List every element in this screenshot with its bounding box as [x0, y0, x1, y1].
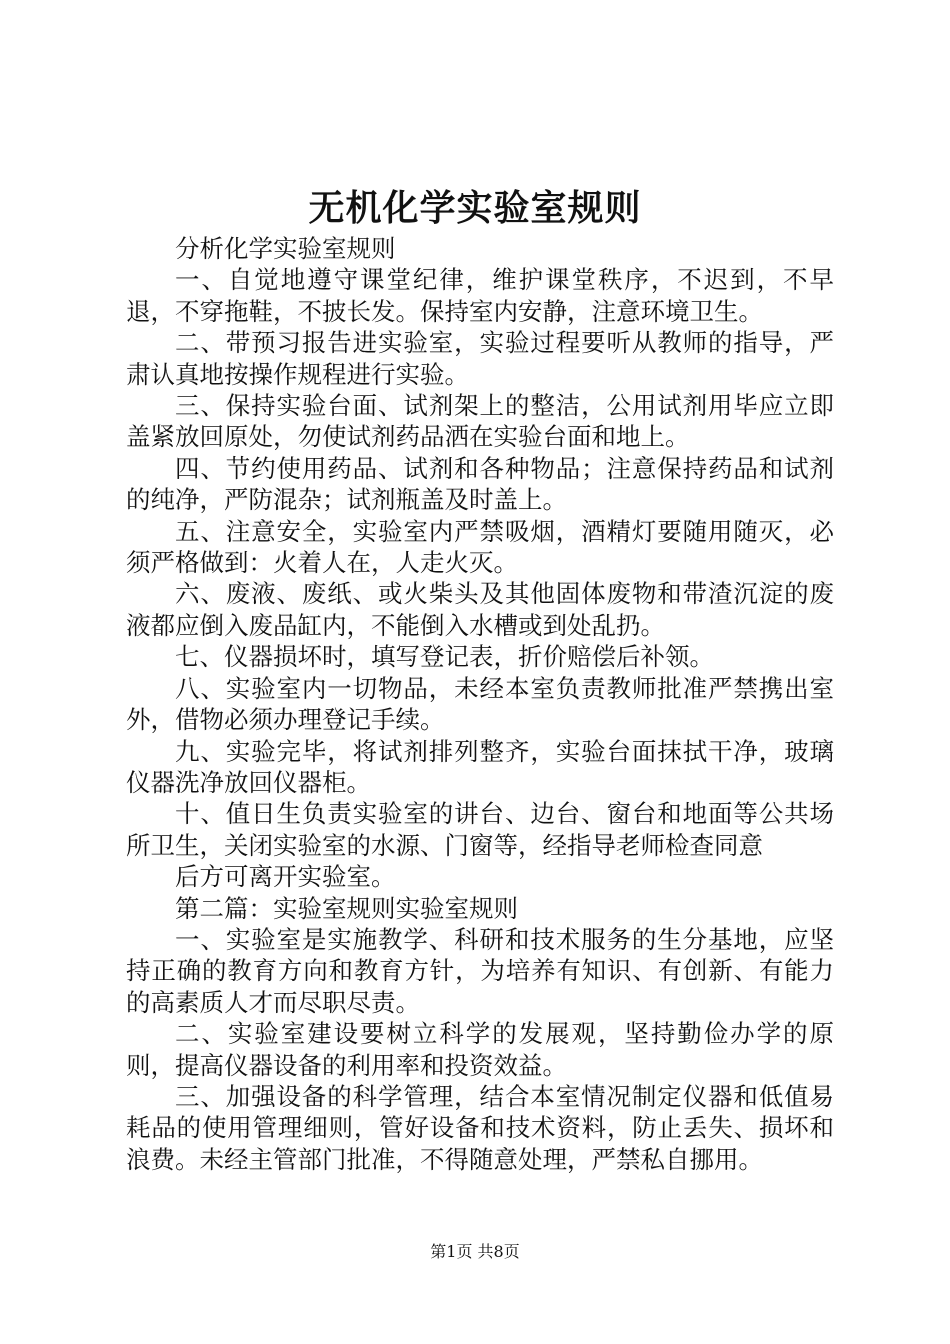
paragraph-rule-3: 三、保持实验台面、试剂架上的整洁，公用试剂用毕应立即盖紧放回原处，勿使试剂药品洒在实验台面和地上。 [126, 391, 834, 452]
paragraph-rule-4: 四、节约使用药品、试剂和各种物品；注意保持药品和试剂的纯净，严防混杂；试剂瓶盖及时盖上。 [126, 453, 834, 515]
document-body [126, 233, 834, 1175]
paragraph-rule-7: 七、仪器损坏时，填写登记表，折价赔偿后补领。 [175, 642, 714, 672]
paragraph-rule-5: 五、注意安全，实验室内严禁吸烟，酒精灯要随用随灭，必须严格做到：火着人在，人走火灭。 [126, 516, 834, 578]
paragraph-rule-8: 八、实验室内一切物品，未经本室负责教师批准严禁携出室外，借物必须办理登记手续。 [126, 673, 834, 735]
paragraph-rule-1: 一、自觉地遵守课堂纪律，维护课堂秩序，不迟到，不早退，不穿拖鞋，不披长发。保持室内安静，注意环境卫生。 [126, 265, 834, 326]
page-number-footer: 第1页 共8页 [430, 1242, 520, 1261]
paragraph-subtitle: 分析化学实验室规则 [175, 234, 396, 263]
paragraph-part2-rule-3: 三、加强设备的科学管理，结合本室情况制定仪器和低值易耗品的使用管理细则，管好设备和技术资料，防止丢失、损坏和浪费。未经主管部门批准，不得随意处理，严禁私自挪用。 [126, 1081, 834, 1174]
paragraph-rule-2: 二、带预习报告进实验室，实验过程要听从教师的指导，严肃认真地按操作规程进行实验。 [126, 328, 834, 389]
paragraph-rule-10: 十、值日生负责实验室的讲台、边台、窗台和地面等公共场所卫生，关闭实验室的水源、门窗等，经指导老师检查同意 [126, 799, 834, 860]
paragraph-part2-rule-2: 二、实验室建设要树立科学的发展观，坚持勤俭办学的原则，提高仪器设备的利用率和投资效益。 [126, 1019, 834, 1080]
paragraph-rule-6: 六、废液、废纸、或火柴头及其他固体废物和带渣沉淀的废液都应倒入废品缸内，不能倒入水槽或到处乱扔。 [126, 579, 834, 640]
paragraph-rule-10-continued: 后方可离开实验室。 [175, 862, 396, 892]
document-title: 无机化学实验室规则 [308, 187, 642, 229]
section-heading-part-2: 第二篇：实验室规则实验室规则 [175, 893, 518, 923]
paragraph-part2-rule-1: 一、实验室是实施教学、科研和技术服务的生分基地，应坚持正确的教育方向和教育方针，为培养有知识、有创新、有能力的高素质人才而尽职尽责。 [126, 924, 834, 1017]
paragraph-rule-9: 九、实验完毕，将试剂排列整齐，实验台面抹拭干净，玻璃仪器洗净放回仪器柜。 [126, 736, 834, 797]
